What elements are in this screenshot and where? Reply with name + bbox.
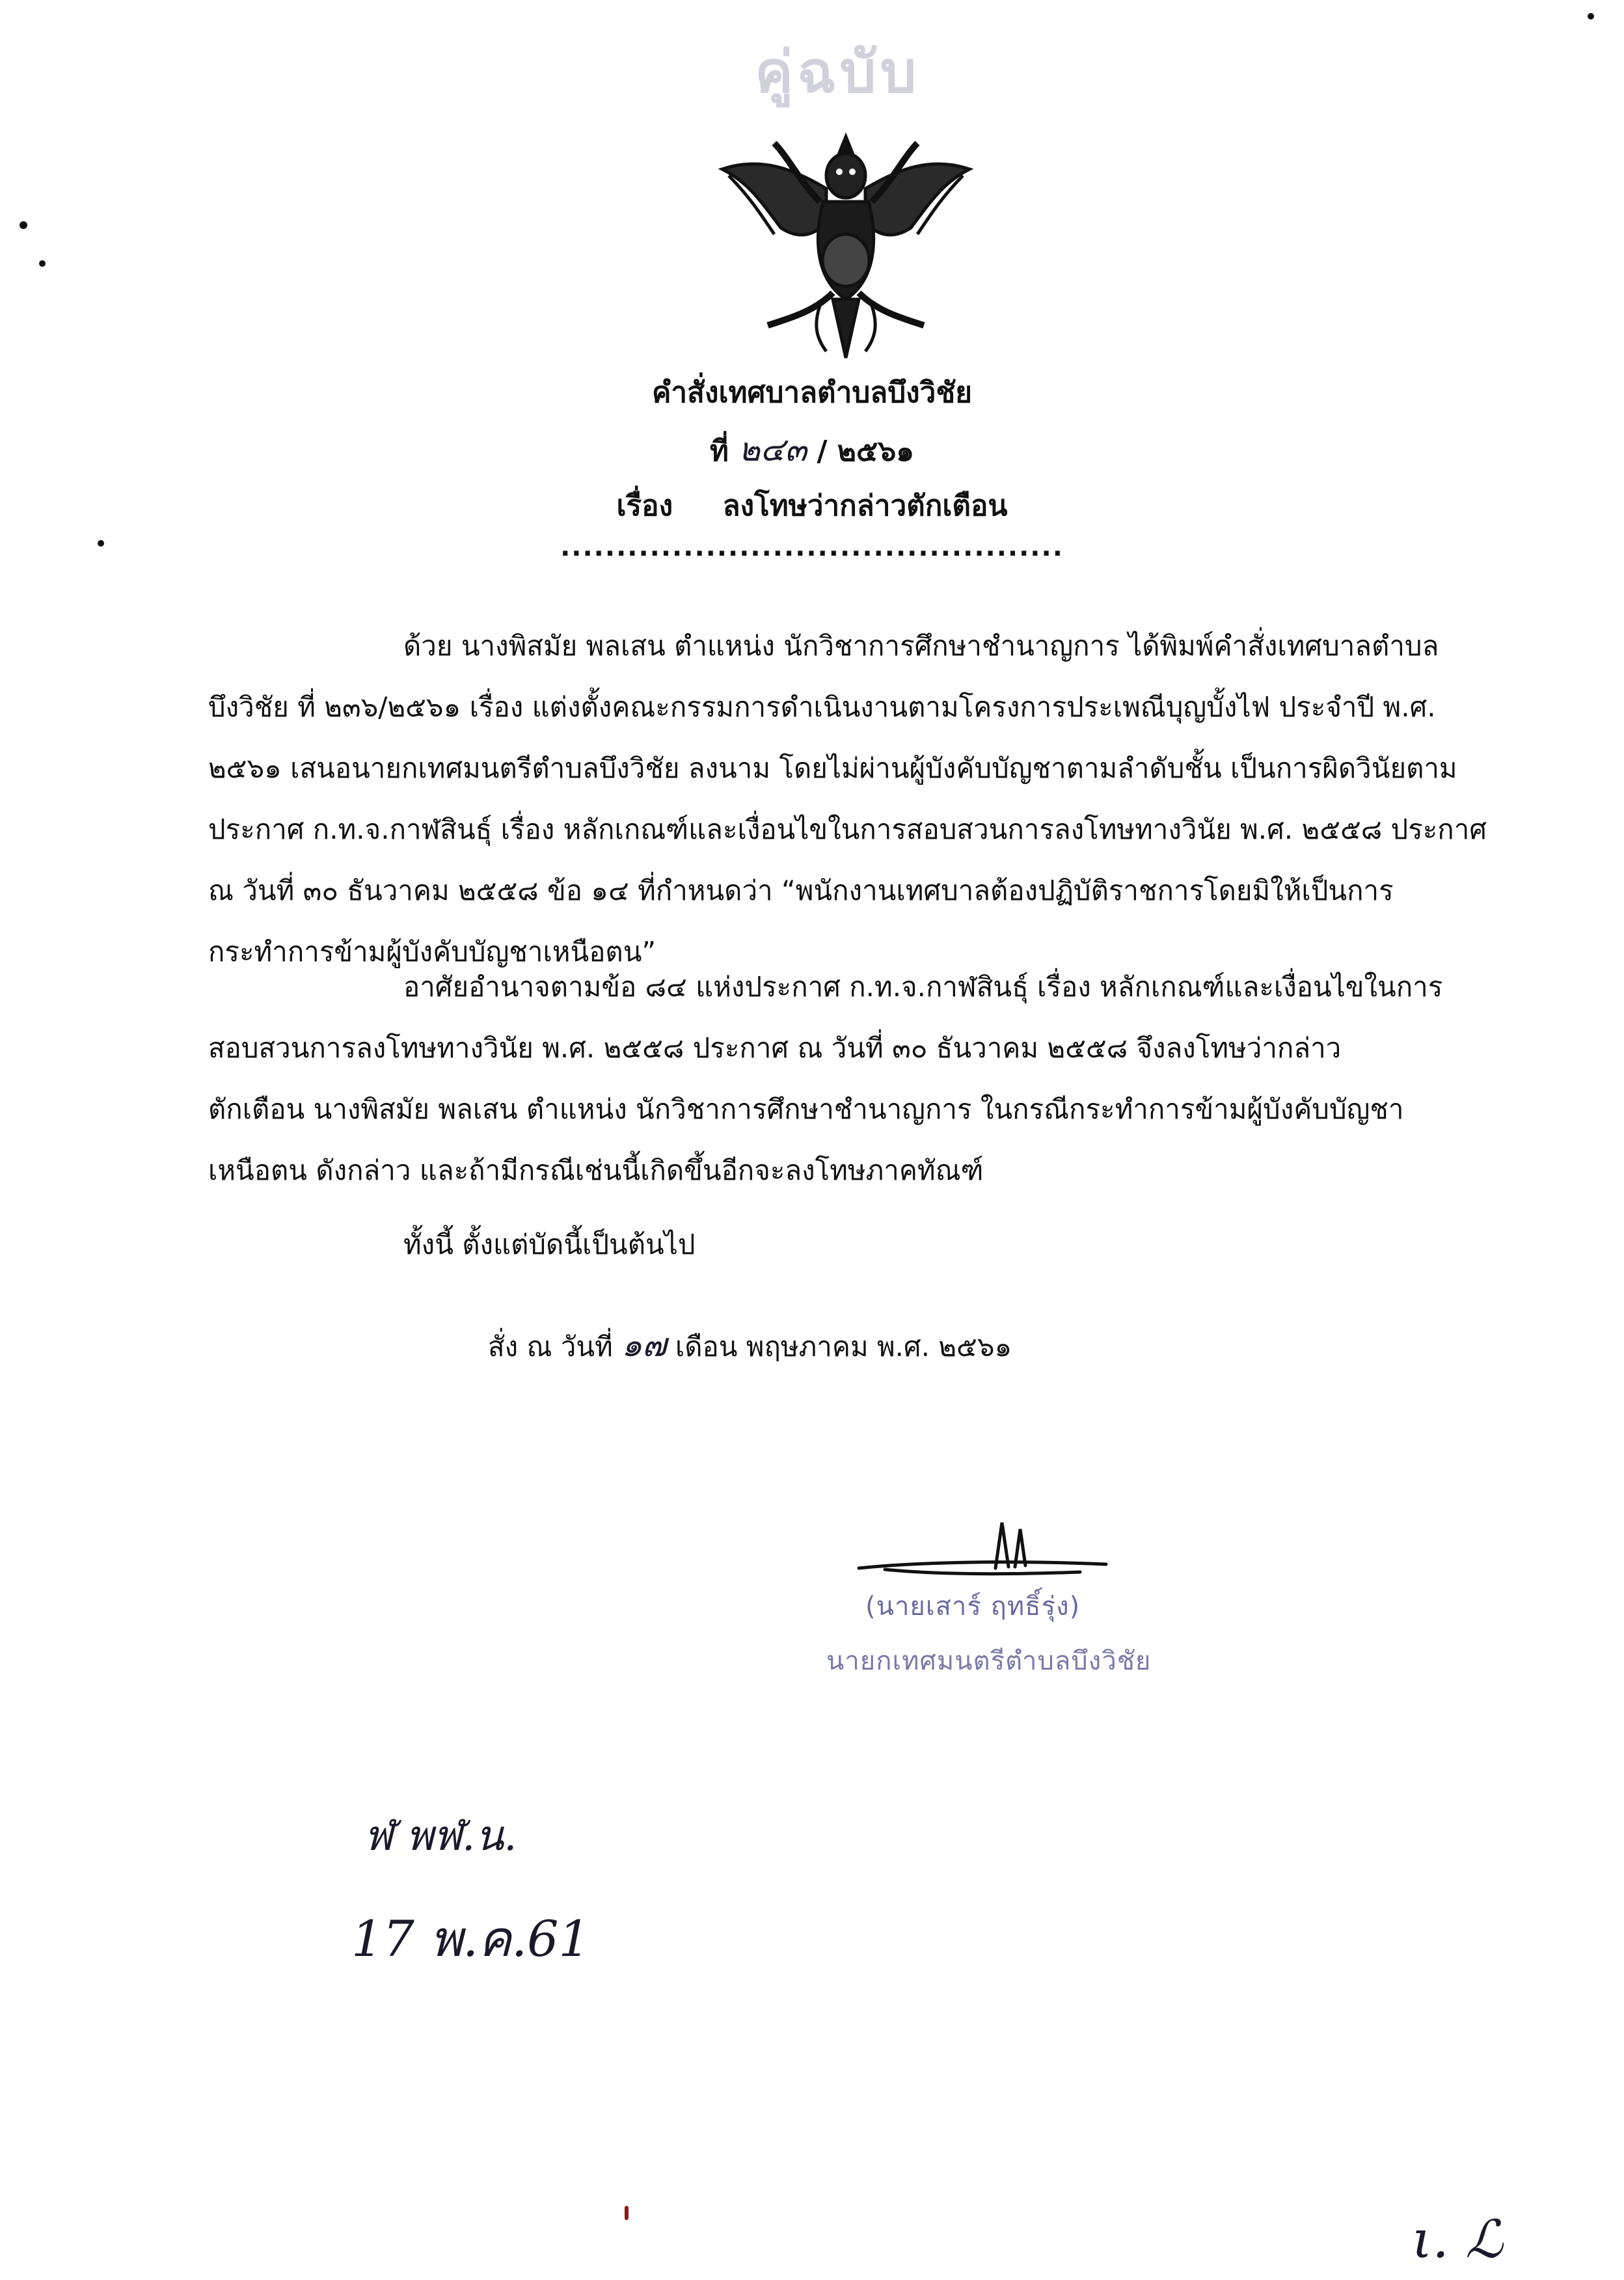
handwritten-date: 17 พ.ค.61 — [351, 1910, 590, 1968]
order-date-suffix: เดือน พฤษภาคม พ.ศ. ๒๕๖๑ — [675, 1331, 1012, 1363]
paragraph-2 — [208, 957, 1442, 1201]
order-date — [488, 1320, 1012, 1371]
number-suffix: / ๒๕๖๑ — [817, 435, 915, 468]
scan-speck — [1588, 13, 1594, 20]
paragraph-1-line: บึงวิชัย ที่ ๒๓๖/๒๕๖๑ เรื่อง แต่งตั้งคณะกรรมการดำเนินงานตามโครงการประเพณีบุญบั้งไฟ ประจำปี พ.ศ. — [208, 691, 1436, 723]
document-title: คำสั่งเทศบาลตำบลบึงวิชัย — [652, 376, 972, 409]
number-prefix: ที่ — [709, 435, 729, 468]
paragraph-1-line: กระทำการข้ามผู้บังคับบัญชาเหนือตน” — [208, 936, 656, 968]
number-handwritten: ๒๔๓ — [738, 431, 807, 468]
closing-statement: ทั้งนี้ ตั้งแต่บัดนี้เป็นต้นไป — [403, 1228, 696, 1260]
scan-speck — [625, 2206, 629, 2220]
subject-text: ลงโทษว่ากล่าวตักเตือน — [722, 489, 1008, 522]
scan-speck — [98, 540, 104, 547]
subject-label: เรื่อง — [616, 489, 673, 522]
copy-stamp: คู่ฉบับ — [755, 38, 921, 105]
corner-handwritten-mark: ι. ℒ — [1412, 2209, 1503, 2270]
document-subject — [0, 483, 1624, 528]
garuda-emblem-icon — [703, 130, 989, 364]
scan-speck — [20, 221, 27, 229]
document-number — [0, 424, 1624, 476]
signer-position: นายกเทศมนตรีตำบลบึงวิชัย — [826, 1646, 1152, 1676]
paragraph-1-line: ประกาศ ก.ท.จ.กาฬสินธุ์ เรื่อง หลักเกณฑ์และเงื่อนไขในการสอบสวนการลงโทษทางวินัย พ.ศ. ๒๕๕๘ ประกาศ — [208, 813, 1487, 845]
paragraph-2-line: สอบสวนการลงโทษทางวินัย พ.ศ. ๒๕๕๘ ประกาศ ณ วันที่ ๓๐ ธันวาคม ๒๕๕๘ จึงลงโทษว่ากล่าว — [208, 1032, 1342, 1064]
paragraph-1-line: ณ วันที่ ๓๐ ธันวาคม ๒๕๕๘ ข้อ ๑๔ ที่กำหนดว่า “พนักงานเทศบาลต้องปฏิบัติราชการโดยมิให้เป็นการ — [208, 875, 1394, 906]
paragraph-1-line: ด้วย นางพิสมัย พลเสน ตำแหน่ง นักวิชาการศึกษาชำนาญการ ได้พิมพ์คำสั่งเทศบาลตำบล — [403, 630, 1439, 662]
scan-speck — [39, 260, 46, 267]
paragraph-2-line: เหนือตน ดังกล่าว และถ้ามีกรณีเช่นนี้เกิดขึ้นอีกจะลงโทษภาคทัณฑ์ — [208, 1154, 984, 1186]
handwritten-initials: ฬ พฬ.น. — [364, 1812, 517, 1860]
order-date-prefix: สั่ง ณ วันที่ — [488, 1331, 613, 1363]
header-separator: ............................................. — [560, 532, 1064, 562]
paragraph-2-line: อาศัยอำนาจตามข้อ ๘๔ แห่งประกาศ ก.ท.จ.กาฬสินธุ์ เรื่อง หลักเกณฑ์และเงื่อนไขในการ — [403, 971, 1443, 1003]
order-date-day: ๑๗ — [621, 1326, 667, 1364]
signer-name: (นายเสาร์ ฤทธิ์รุ่ง) — [865, 1592, 1081, 1622]
paragraph-2-line: ตักเตือน นางพิสมัย พลเสน ตำแหน่ง นักวิชาการศึกษาชำนาญการ ในกรณีกระทำการข้ามผู้บังคับบัญชา — [208, 1093, 1404, 1125]
paragraph-1-line: ๒๕๖๑ เสนอนายกเทศมนตรีตำบลบึงวิชัย ลงนาม โดยไม่ผ่านผู้บังคับบัญชาตามลำดับชั้น เป็นการผิดวินัยตาม — [208, 752, 1457, 784]
paragraph-1 — [208, 616, 1487, 983]
